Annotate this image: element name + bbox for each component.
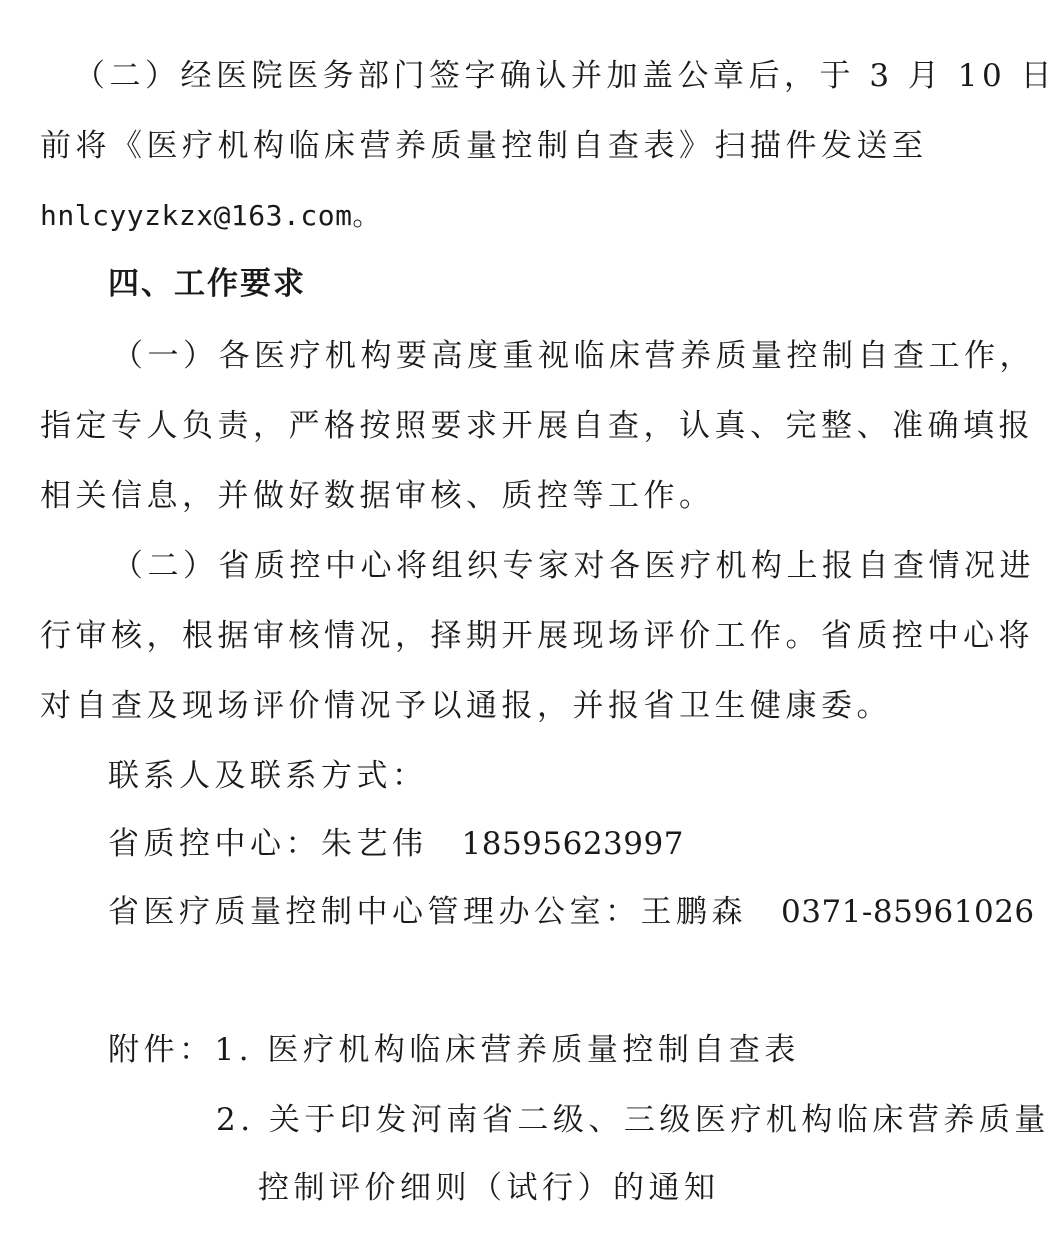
attachment-item-1-text: 1. 医疗机构临床营养质量控制自查表 [214, 1032, 800, 1068]
paragraph-s4-item2-line1: （二）省质控中心将组织专家对各医疗机构上报自查情况进 [112, 548, 1035, 584]
section-heading-work-requirements: 四、工作要求 [108, 266, 306, 302]
paragraph-s3-item2-line1: （二）经医院医务部门签字确认并加盖公章后，于 3 月 10 日 [74, 58, 1057, 94]
contacts-title: 联系人及联系方式： [108, 758, 428, 794]
paragraph-s4-item1-line1: （一）各医疗机构要高度重视临床营养质量控制自查工作， [112, 338, 1035, 374]
email-address: hnlcyyzkzx@163.com。 [40, 199, 381, 232]
contact-provincial-center-phone: 18595623997 [461, 826, 684, 862]
contact-management-office [108, 892, 1058, 932]
paragraph-s4-item2-line2: 行审核，根据审核情况，择期开展现场评价工作。省质控中心将 [40, 618, 1034, 654]
attachments-prefix: 附件： [108, 1032, 215, 1068]
attachment-item-2-line2: 控制评价细则（试行）的通知 [258, 1170, 720, 1206]
contact-management-office-label: 省医疗质量控制中心管理办公室：王鹏森 [108, 894, 747, 930]
contact-provincial-center [108, 824, 1058, 864]
paragraph-s3-item2-line2: 前将《医疗机构临床营养质量控制自查表》扫描件发送至 [40, 128, 928, 164]
paragraph-s4-item1-line2: 指定专人负责，严格按照要求开展自查，认真、完整、准确填报 [40, 408, 1034, 444]
attachment-item-1 [108, 1030, 1058, 1070]
contact-management-office-phone: 0371-85961026 [781, 894, 1035, 930]
paragraph-s4-item1-line3: 相关信息，并做好数据审核、质控等工作。 [40, 478, 715, 514]
contact-provincial-center-label: 省质控中心：朱艺伟 [108, 826, 428, 862]
paragraph-s4-item2-line3: 对自查及现场评价情况予以通报，并报省卫生健康委。 [40, 688, 892, 724]
attachment-item-2-line1: 2. 关于印发河南省二级、三级医疗机构临床营养质量 [216, 1102, 1050, 1138]
